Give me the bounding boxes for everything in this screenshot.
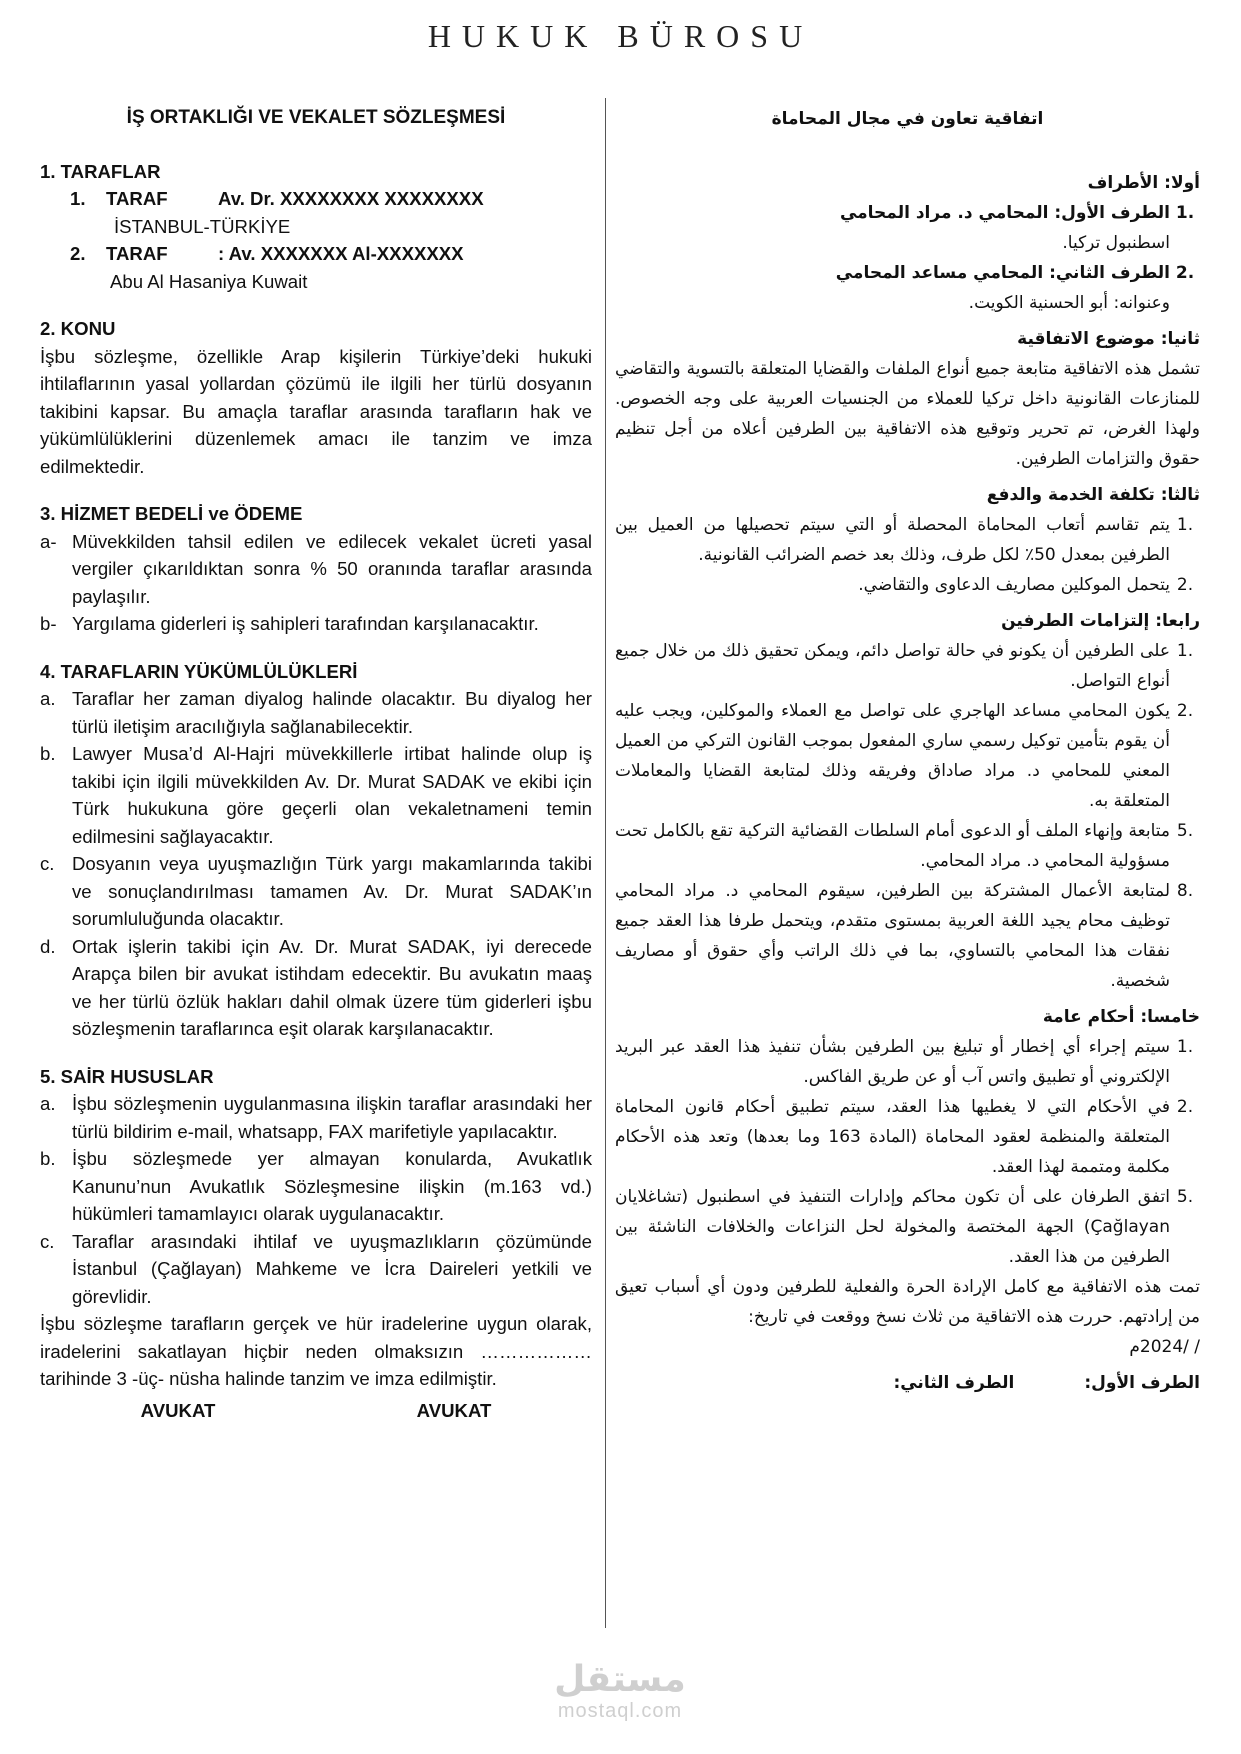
list-item bbox=[615, 816, 1200, 876]
list-text: İşbu sözleşmenin uygulanmasına ilişkin taraflar arasındaki her türlü bildirim e-mail, whatsapp, FAX marifetiyle yapılacaktır. bbox=[72, 1093, 592, 1142]
ar-section-2-text: تشمل هذه الاتفاقية متابعة جميع أنواع الملفات والقضايا المتعلقة بالتسوية والتقاضي للمنازعات القانونية داخل تركيا للعملاء من الجنسيات العربية على وجه الخصوص. ولهذا الغرض، تم تحرير وتوقيع هذه الاتفاقية بين الطرفين أعلاه من أجل تنظيم حقوق والتزامات الطرفين. bbox=[615, 359, 1200, 469]
list-item bbox=[615, 876, 1200, 996]
ar-party-2 bbox=[615, 258, 1200, 288]
tr-section-5-list bbox=[40, 1090, 592, 1310]
ar-date-line: / /2024م bbox=[1129, 1337, 1200, 1357]
list-marker: a. bbox=[40, 688, 56, 709]
tr-party-1-address: İSTANBUL-TÜRKİYE bbox=[114, 215, 291, 237]
list-marker: d. bbox=[40, 935, 56, 957]
list-marker: .1 bbox=[1176, 1037, 1194, 1057]
tr-section-1-heading: 1. TARAFLAR bbox=[40, 160, 161, 182]
tr-party-1-num: 1. bbox=[70, 188, 86, 209]
tr-section-2-text: İşbu sözleşme, özellikle Arap kişilerin Türkiye’deki hukuki ihtilaflarının yasal yollardan çözümü ile ilgili her türlü dosyanın takibini kapsar. Bu amaçla taraflar arasında tarafların hak ve yükümlülüklerini düzenlemek amacı ile tanzim ve imza edilmektedir. bbox=[40, 345, 592, 477]
list-text: Yargılama giderleri iş sahipleri tarafından karşılanacaktır. bbox=[72, 613, 539, 634]
list-text: سيتم إجراء أي إخطار أو تبليغ بين الطرفين بشأن تنفيذ هذا العقد عبر البريد الإلكتروني أو تطبيق واتس آب أو عن طريق الفاكس. bbox=[615, 1037, 1170, 1087]
watermark-url: mostaql.com bbox=[557, 1700, 683, 1722]
watermark-arabic: مستقل bbox=[554, 1659, 686, 1700]
list-marker: a- bbox=[40, 530, 57, 552]
list-marker: b. bbox=[40, 743, 56, 764]
list-item bbox=[40, 1228, 592, 1311]
tr-signature-lawyer-2: AVUKAT bbox=[416, 1399, 492, 1421]
list-marker: .1 bbox=[1176, 641, 1194, 661]
turkish-title: İŞ ORTAKLIĞI VE VEKALET SÖZLEŞMESİ bbox=[126, 107, 506, 128]
list-item bbox=[615, 1092, 1200, 1182]
list-item bbox=[40, 740, 592, 850]
list-text: يكون المحامي مساعد الهاجري على تواصل مع العملاء والموكلين، ويجب عليه أن يقوم بتأمين توكيل رسمي ساري المفعول بموجب القانون التركي من العميل المعني للمحامي د. مراد صاداق وفريقه وذلك لمتابعة القضايا والمعاملات المتعلقة به. bbox=[615, 701, 1170, 811]
list-item bbox=[40, 528, 592, 611]
ar-signature-row bbox=[615, 1368, 1200, 1398]
list-marker: c. bbox=[40, 1230, 55, 1252]
ar-section-4-list bbox=[615, 636, 1200, 996]
list-text: متابعة وإنهاء الملف أو الدعوى أمام السلطات القضائية التركية تقع بالكامل تحت مسؤولية المحامي د. مراد المحامي. bbox=[615, 821, 1170, 871]
tr-party-2-address: Abu Al Hasaniya Kuwait bbox=[110, 270, 308, 292]
list-item bbox=[615, 570, 1200, 600]
list-marker: .2 bbox=[1176, 575, 1194, 595]
tr-section-5-heading: 5. SAİR HUSUSLAR bbox=[40, 1065, 214, 1087]
list-item bbox=[40, 850, 592, 933]
tr-party-1-name: Av. Dr. XXXXXXXX XXXXXXXX bbox=[218, 188, 484, 209]
ar-closing-text: تمت هذه الاتفاقية مع كامل الإرادة الحرة والفعلية للطرفين ودون أي أسباب تعيق من إرادتهم. حررت هذه الاتفاقية من ثلاث نسخ ووقعت في تاريخ: bbox=[615, 1277, 1200, 1327]
tr-party-2 bbox=[40, 240, 592, 268]
mostaql-watermark bbox=[545, 1660, 695, 1723]
list-marker: .1 bbox=[1175, 203, 1195, 223]
list-item bbox=[40, 933, 592, 1043]
list-marker: .2 bbox=[1175, 263, 1195, 283]
tr-party-2-num: 2. bbox=[70, 243, 86, 264]
list-text: Ortak işlerin takibi için Av. Dr. Murat SADAK, iyi derecede Arapça bilen bir avukat istihdam edecektir. Bu avukatın maaş ve her türlü özlük hakları dahil olmak üzere tüm giderleri işbu sözleşmenin taraflarınca eşit olarak karşılanacaktır. bbox=[72, 935, 592, 1039]
list-text: يتم تقاسم أتعاب المحاماة المحصلة أو التي سيتم تحصيلها من العميل بين الطرفين بمعدل 50٪ لكل طرف، وذلك بعد خصم الضرائب القانونية. bbox=[615, 515, 1170, 565]
ar-party-2-name: الطرف الثاني: المحامي مساعد المحامي bbox=[835, 263, 1170, 283]
tr-closing-text: İşbu sözleşme tarafların gerçek ve hür iradelerine uygun olarak, iradelerini sakatlayan hiçbir neden olmaksızın ……………… tarihinde 3 -üç- nüsha halinde tanzim ve imza edilmiştir. bbox=[40, 1313, 592, 1389]
list-marker: c. bbox=[40, 853, 55, 874]
list-item bbox=[615, 1182, 1200, 1272]
list-text: Müvekkilden tahsil edilen ve edilecek vekalet ücreti yasal vergiler çıkarıldıktan sonra % 50 oranında taraflar arasında paylaşılır. bbox=[72, 530, 592, 607]
list-text: Lawyer Musa’d Al-Hajri müvekkillerle irtibat halinde olup iş takibi için ilgili müvekkilden Av. Dr. Murat SADAK ve ekibi için Türk hukukuna göre geçerli olan vekaletnameni temin edilmesini sağlayacaktır. bbox=[72, 743, 592, 847]
ar-section-5-heading: خامسا: أحكام عامة bbox=[1042, 1007, 1200, 1027]
list-item bbox=[615, 696, 1200, 816]
arabic-column bbox=[615, 100, 1200, 1398]
ar-party-2-address: وعنوانه: أبو الحسنية الكويت. bbox=[968, 293, 1170, 313]
ar-signature-party-1: الطرف الأول: bbox=[1084, 1373, 1200, 1393]
arabic-title: اتفاقية تعاون في مجال المحاماة bbox=[771, 109, 1044, 129]
tr-signature-lawyer-1: AVUKAT bbox=[140, 1399, 216, 1421]
ar-section-3-heading: ثالثا: تكلفة الخدمة والدفع bbox=[986, 485, 1200, 505]
ar-party-1-name: الطرف الأول: المحامي د. مراد المحامي bbox=[839, 203, 1170, 223]
ar-party-1 bbox=[615, 198, 1200, 228]
tr-party-1-label: TARAF bbox=[106, 188, 168, 209]
tr-party-1 bbox=[40, 185, 592, 213]
list-item bbox=[40, 1145, 592, 1228]
ar-section-5-list bbox=[615, 1032, 1200, 1272]
list-text: Taraflar arasındaki ihtilaf ve uyuşmazlıkların çözümünde İstanbul (Çağlayan) Mahkeme ve İcra Daireleri yetkili ve görevlidir. bbox=[72, 1230, 592, 1307]
list-item bbox=[40, 685, 592, 740]
tr-party-2-label: TARAF bbox=[106, 243, 168, 264]
ar-section-2-heading: ثانيا: موضوع الاتفاقية bbox=[1017, 329, 1200, 349]
list-text: يتحمل الموكلين مصاريف الدعاوى والتقاضي. bbox=[858, 575, 1170, 595]
list-item bbox=[615, 510, 1200, 570]
column-divider bbox=[605, 98, 606, 1628]
list-item bbox=[40, 1090, 592, 1145]
tr-signature-row bbox=[40, 1397, 592, 1425]
list-marker: .1 bbox=[1176, 515, 1194, 535]
tr-section-3-heading: 3. HİZMET BEDELİ ve ÖDEME bbox=[40, 503, 303, 524]
tr-section-4-heading: 4. TARAFLARIN YÜKÜMLÜLÜKLERİ bbox=[40, 660, 358, 682]
list-text: في الأحكام التي لا يغطيها هذا العقد، سيتم تطبيق أحكام قانون المحاماة المتعلقة والمنظمة لعقود المحاماة (المادة 163 وما بعدها) وتعد هذه الأحكام مكلمة ومتممة لهذا العقد. bbox=[615, 1097, 1171, 1177]
list-text: Dosyanın veya uyuşmazlığın Türk yargı makamlarında takibi ve sonuçlandırılması tamamen Av. Dr. Murat SADAK’ın sorumluluğunda olacaktır. bbox=[72, 853, 592, 929]
list-marker: b. bbox=[40, 1148, 56, 1169]
ar-signature-party-2: الطرف الثاني: bbox=[893, 1373, 1015, 1393]
turkish-column bbox=[40, 100, 592, 1424]
list-marker: .5 bbox=[1176, 1187, 1194, 1207]
list-text: Taraflar her zaman diyalog halinde olacaktır. Bu diyalog her türlü iletişim aracılığıyla sağlanabilecektir. bbox=[72, 688, 592, 737]
list-text: لمتابعة الأعمال المشتركة بين الطرفين، سيقوم المحامي د. مراد المحامي توظيف محام يجيد اللغة العربية بمستوى متقدم، ويتحمل طرفا هذا العقد جميع نفقات هذا المحامي بالتساوي، بما في ذلك الراتب وأي حقوق أو مصاريف شخصية. bbox=[615, 881, 1170, 991]
ar-section-1-heading: أولا: الأطراف bbox=[1087, 173, 1200, 193]
page-header: HUKUK BÜROSU bbox=[427, 18, 814, 54]
tr-section-4-list bbox=[40, 685, 592, 1043]
list-text: İşbu sözleşmede yer almayan konularda, Avukatlık Kanunu’nun Avukatlık Sözleşmesine ilişkin (m.163 vd.) hükümleri tamamlayıcı olarak uygulanacaktır. bbox=[72, 1148, 592, 1224]
list-marker: .8 bbox=[1176, 881, 1194, 901]
list-marker: b- bbox=[40, 613, 57, 634]
tr-party-2-name: : Av. XXXXXXX Al-XXXXXXX bbox=[218, 243, 464, 264]
ar-party-1-address: اسطنبول تركيا. bbox=[1062, 233, 1170, 253]
ar-section-4-heading: رابعا: إلتزامات الطرفين bbox=[1001, 611, 1200, 631]
tr-section-3-list bbox=[40, 528, 592, 638]
list-item bbox=[615, 636, 1200, 696]
list-marker: .2 bbox=[1176, 701, 1194, 721]
list-marker: .5 bbox=[1176, 821, 1194, 841]
list-item bbox=[40, 610, 592, 638]
ar-section-3-list bbox=[615, 510, 1200, 600]
list-marker: .2 bbox=[1176, 1097, 1194, 1117]
list-item bbox=[615, 1032, 1200, 1092]
tr-section-2-heading: 2. KONU bbox=[40, 318, 116, 339]
list-text: على الطرفين أن يكونو في حالة تواصل دائم، ويمكن تحقيق ذلك من خلال جميع أنواع التواصل. bbox=[615, 641, 1170, 691]
list-text: اتفق الطرفان على أن تكون محاكم وإدارات التنفيذ في اسطنبول (تشاغلايان Çağlayan) الجهة المختصة والمخولة لحل النزاعات والخلافات الناشئة بين الطرفين من هذا العقد. bbox=[615, 1187, 1170, 1267]
list-marker: a. bbox=[40, 1093, 56, 1114]
